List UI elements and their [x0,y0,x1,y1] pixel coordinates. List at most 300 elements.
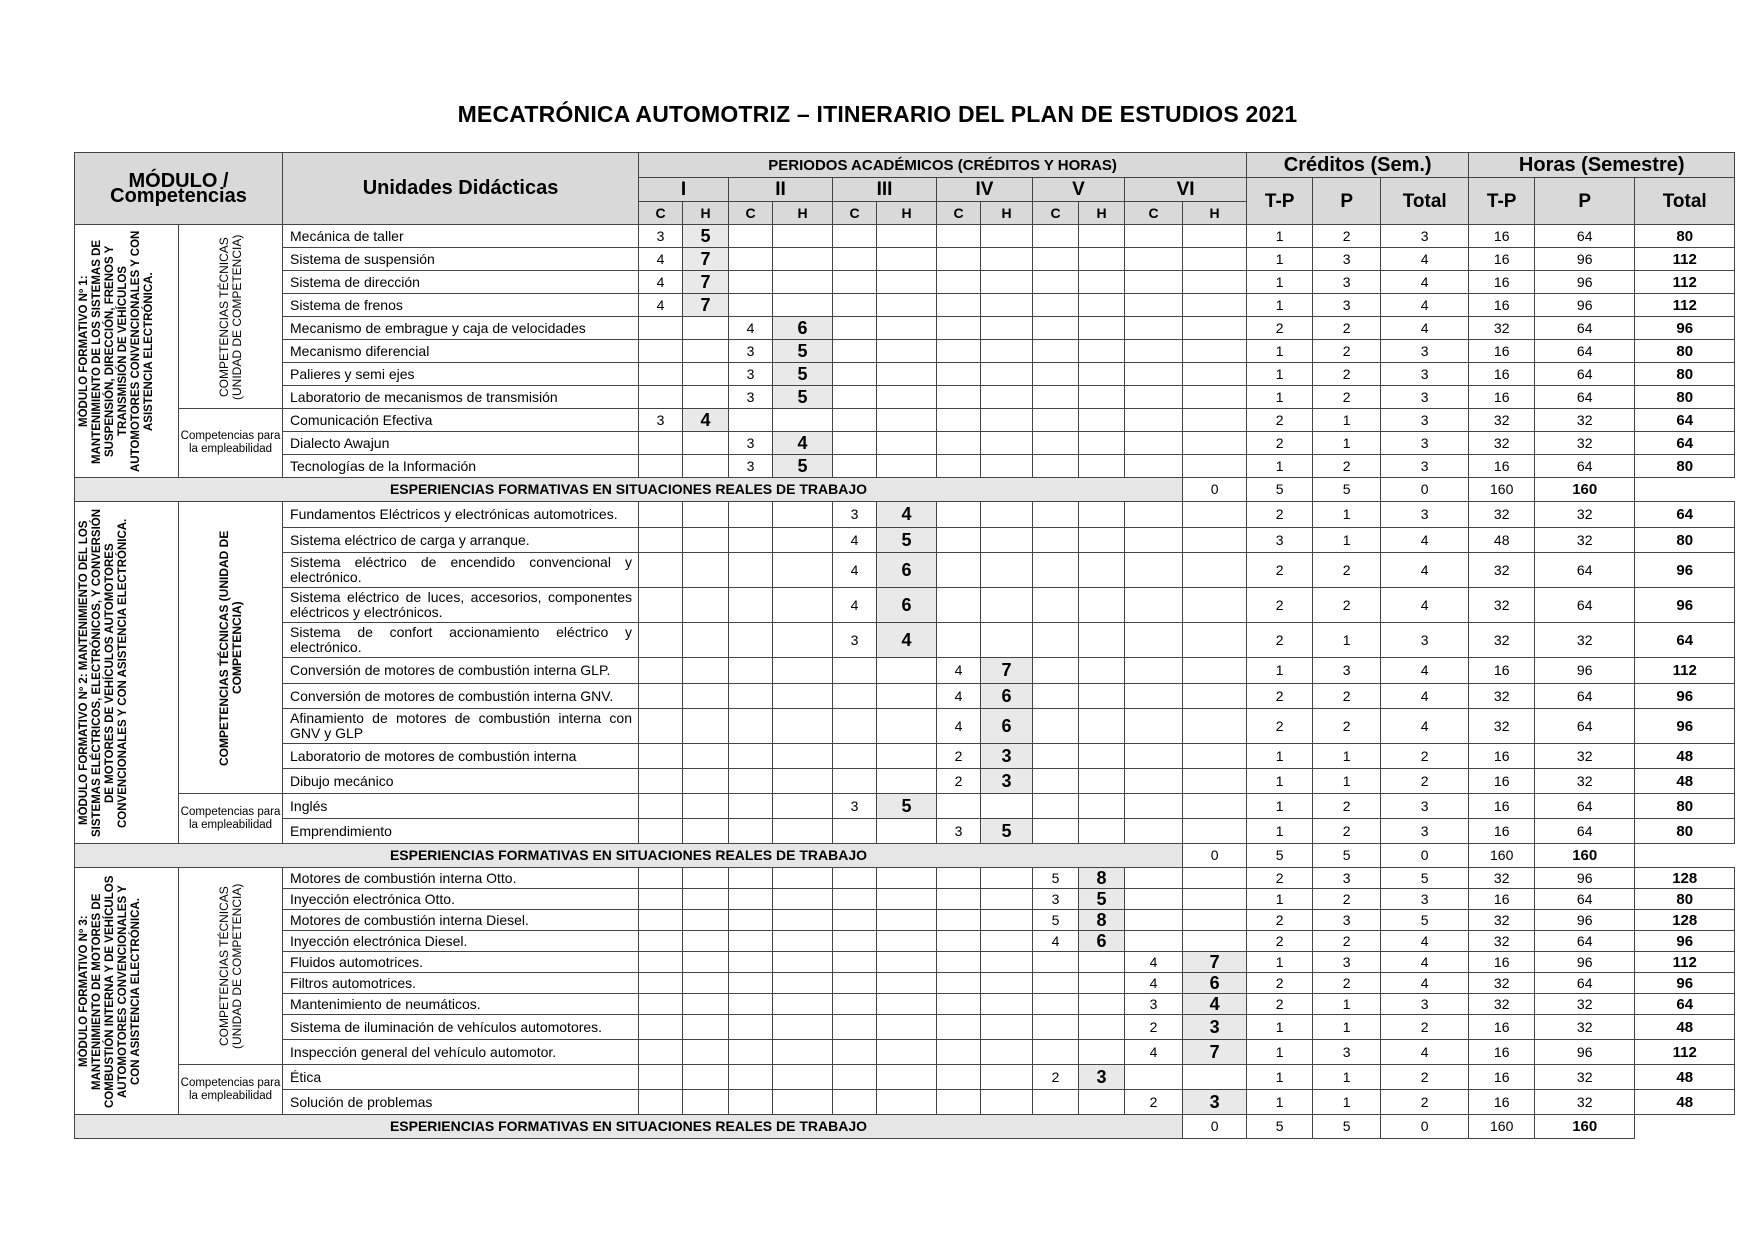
empty-cell [1079,363,1125,386]
credits-p: 1 [1313,769,1381,794]
empty-cell [729,658,773,684]
credits-value: 4 [833,528,877,553]
empty-cell [877,889,937,910]
empty-cell [639,973,683,994]
hours-total: 112 [1635,658,1735,684]
credits-tp: 3 [1247,528,1313,553]
empty-cell [1183,317,1247,340]
empty-cell [1125,658,1183,684]
hours-tp: 32 [1469,931,1535,952]
hours-value: 6 [1079,931,1125,952]
credits-total: 3 [1381,409,1469,432]
empty-cell [639,769,683,794]
hours-value: 4 [877,623,937,658]
empty-cell [729,973,773,994]
empty-cell [729,889,773,910]
hours-value: 3 [1183,1090,1247,1115]
empty-cell [1033,294,1079,317]
credits-value: 4 [937,684,981,709]
credits-total: 3 [1381,794,1469,819]
empty-cell [833,658,877,684]
empty-cell [1125,294,1183,317]
empty-cell [729,225,773,248]
empty-cell [981,271,1033,294]
hours-value: 4 [773,432,833,455]
empty-cell [877,386,937,409]
empty-cell [833,994,877,1015]
empty-cell [937,432,981,455]
hours-tp: 16 [1469,386,1535,409]
table-row [75,1040,1735,1065]
empty-cell [683,794,729,819]
empty-cell [639,868,683,889]
credits-total: 4 [1381,528,1469,553]
empty-cell [937,588,981,623]
empty-cell [773,294,833,317]
credits-total: 2 [1381,1065,1469,1090]
credits-total: 3 [1381,432,1469,455]
credits-value: 4 [729,317,773,340]
period-header: V [1033,178,1125,202]
empty-cell [937,455,981,478]
hours-tp: 16 [1469,658,1535,684]
competency-group-label: COMPETENCIAS TÉCNICAS (UNIDAD DE COMPETENCIA) [216,233,244,400]
unit-name: Fluidos automotrices. [283,952,639,973]
empty-cell [1033,588,1079,623]
empty-cell [683,973,729,994]
hours-value: 7 [981,658,1033,684]
period-h-header: H [877,202,937,225]
empty-cell [639,931,683,952]
empty-cell [937,340,981,363]
credits-value: 4 [833,553,877,588]
empty-cell [877,1065,937,1090]
empty-cell [683,386,729,409]
empty-cell [773,889,833,910]
empty-cell [833,973,877,994]
empty-cell [773,684,833,709]
hours-total: 96 [1635,553,1735,588]
credits-tp: 1 [1247,744,1313,769]
empty-cell [773,769,833,794]
empty-cell [1033,271,1079,294]
empty-cell [1125,868,1183,889]
credits-tp: 1 [1247,294,1313,317]
empty-cell [1033,340,1079,363]
period-h-header: H [981,202,1033,225]
horas-header: Horas (Semestre) [1469,153,1735,178]
credits-value: 4 [1125,1040,1183,1065]
credits-p: 1 [1313,528,1381,553]
hours-tp: 16 [1469,819,1535,844]
hours-value: 6 [981,709,1033,744]
empty-cell [683,502,729,528]
credits-total: 3 [1381,386,1469,409]
credits-tp: 0 [1183,1115,1247,1139]
table-row [75,528,1735,553]
empty-cell [773,1015,833,1040]
empty-cell [773,931,833,952]
hours-value: 7 [683,248,729,271]
hours-value: 3 [981,769,1033,794]
empty-cell [1125,432,1183,455]
credits-total: 3 [1381,363,1469,386]
empty-cell [1125,588,1183,623]
unit-name: Sistema de dirección [283,271,639,294]
empty-cell [639,1065,683,1090]
hours-p: 64 [1535,317,1635,340]
empty-cell [1033,248,1079,271]
hours-value: 5 [683,225,729,248]
empty-cell [683,623,729,658]
empty-cell [877,432,937,455]
table-row [75,1065,1735,1090]
empty-cell [981,1015,1033,1040]
empty-cell [1183,502,1247,528]
empty-cell [833,910,877,931]
credits-tp: 2 [1247,588,1313,623]
empty-cell [773,1040,833,1065]
hours-total: 80 [1635,225,1735,248]
unit-name: Inglés [283,794,639,819]
credits-p: 1 [1313,1015,1381,1040]
hours-p: 160 [1469,478,1535,502]
unit-name: Tecnologías de la Información [283,455,639,478]
empty-cell [1033,744,1079,769]
unit-name: Conversión de motores de combustión interna GNV. [283,684,639,709]
credits-tp: 1 [1247,225,1313,248]
hours-total: 80 [1635,340,1735,363]
credits-p: 1 [1313,1065,1381,1090]
credits-tp: 2 [1247,553,1313,588]
hours-total: 112 [1635,952,1735,973]
empty-cell [877,271,937,294]
empty-cell [877,409,937,432]
credits-tp: 1 [1247,248,1313,271]
empty-cell [1183,684,1247,709]
hours-p: 32 [1535,1015,1635,1040]
empty-cell [1079,271,1125,294]
hours-tp: 32 [1469,910,1535,931]
empty-cell [639,1040,683,1065]
table-row [75,889,1735,910]
credits-total: 4 [1381,553,1469,588]
empty-cell [773,973,833,994]
empty-cell [1079,553,1125,588]
creditos-header: Créditos (Sem.) [1247,153,1469,178]
hours-total: 96 [1635,973,1735,994]
empty-cell [1125,931,1183,952]
empty-cell [833,868,877,889]
credits-value: 3 [639,409,683,432]
credits-total: 4 [1381,931,1469,952]
empty-cell [683,363,729,386]
credits-p: 1 [1313,409,1381,432]
empty-cell [729,1065,773,1090]
credits-value: 3 [1033,889,1079,910]
credits-value: 3 [729,340,773,363]
empty-cell [1125,1065,1183,1090]
empty-cell [1125,455,1183,478]
empty-cell [683,455,729,478]
empty-cell [729,248,773,271]
credits-total: 5 [1313,1115,1381,1139]
empty-cell [773,225,833,248]
empty-cell [937,1065,981,1090]
empty-cell [1125,340,1183,363]
empty-cell [981,363,1033,386]
hours-tp: 16 [1469,1065,1535,1090]
hours-total: 80 [1635,528,1735,553]
empty-cell [1183,868,1247,889]
credits-total: 4 [1381,973,1469,994]
empty-cell [773,794,833,819]
empty-cell [773,868,833,889]
empty-cell [729,409,773,432]
empty-cell [1125,363,1183,386]
table-row [75,994,1735,1015]
empty-cell [877,868,937,889]
empty-cell [1183,623,1247,658]
empty-cell [1079,744,1125,769]
empty-cell [833,709,877,744]
hours-value: 6 [1183,973,1247,994]
hours-total: 64 [1635,409,1735,432]
empty-cell [1033,819,1079,844]
hours-tp: 16 [1469,952,1535,973]
hours-total: 96 [1635,709,1735,744]
table-row [75,623,1735,658]
empty-cell [981,248,1033,271]
credits-tp: 1 [1247,769,1313,794]
empty-cell [937,553,981,588]
study-plan-table [74,152,1735,1139]
hours-total: 160 [1535,478,1635,502]
credits-tp: 1 [1247,1040,1313,1065]
unit-name: Sistema de suspensión [283,248,639,271]
empty-cell [683,1065,729,1090]
module-name: MÓDULO FORMATIVO Nº 1: MANTENIMIENTO DE LOS SISTEMAS DE SUSPENSIÓN, DIRECCIÓN, FRENOS Y TRANSMISIÓN DE VEHÍCULOS AUTOMOTORES CONVENCIONALES Y CON ASISTENCIA ELECTRÓNICA. [77,230,155,472]
experiencias-row [75,478,1735,502]
credits-total: 4 [1381,271,1469,294]
hours-tp: 32 [1469,684,1535,709]
horas-p-header: P [1535,178,1635,225]
credits-p: 3 [1313,271,1381,294]
hours-tp: 16 [1469,340,1535,363]
empty-cell [937,973,981,994]
empty-cell [639,994,683,1015]
empty-cell [1079,455,1125,478]
period-h-header: H [1079,202,1125,225]
empty-cell [1183,1065,1247,1090]
hours-total: 80 [1635,819,1735,844]
credits-value: 3 [639,225,683,248]
empty-cell [981,502,1033,528]
empty-cell [639,363,683,386]
credits-p: 3 [1313,910,1381,931]
hours-value: 6 [877,588,937,623]
empty-cell [937,623,981,658]
empty-cell [683,588,729,623]
competency-group-cell [179,225,283,409]
empty-cell [1183,271,1247,294]
experiencias-label: ESPERIENCIAS FORMATIVAS EN SITUACIONES REALES DE TRABAJO [75,1115,1183,1139]
empty-cell [683,819,729,844]
empty-cell [1183,248,1247,271]
period-header: I [639,178,729,202]
credits-total: 4 [1381,658,1469,684]
empty-cell [1079,386,1125,409]
empty-cell [937,363,981,386]
credits-p: 2 [1313,819,1381,844]
credits-tp: 2 [1247,432,1313,455]
empty-cell [1183,889,1247,910]
period-c-header: C [1033,202,1079,225]
hours-p: 64 [1535,588,1635,623]
credits-p: 2 [1313,709,1381,744]
empty-cell [833,432,877,455]
empty-cell [639,910,683,931]
empty-cell [1183,528,1247,553]
hours-value: 8 [1079,910,1125,931]
empty-cell [683,952,729,973]
credits-tp: 2 [1247,868,1313,889]
empty-cell [1079,248,1125,271]
empty-cell [729,910,773,931]
credits-p: 3 [1313,1040,1381,1065]
table-row [75,386,1735,409]
hours-total: 64 [1635,994,1735,1015]
credits-value: 2 [1125,1090,1183,1115]
hours-value: 7 [683,294,729,317]
table-row [75,340,1735,363]
empty-cell [1079,340,1125,363]
empty-cell [833,340,877,363]
hours-p: 32 [1535,1090,1635,1115]
empty-cell [773,528,833,553]
empty-cell [639,658,683,684]
credits-total: 3 [1381,819,1469,844]
empty-cell [833,248,877,271]
empty-cell [937,248,981,271]
credits-value: 5 [1033,868,1079,889]
credits-value: 3 [937,819,981,844]
empty-cell [773,994,833,1015]
empty-cell [877,684,937,709]
page-title: MECATRÓNICA AUTOMOTRIZ – ITINERARIO DEL PLAN DE ESTUDIOS 2021 [457,101,1298,127]
empty-cell [1079,502,1125,528]
empty-cell [1033,225,1079,248]
empty-cell [683,994,729,1015]
empty-cell [773,588,833,623]
hours-p: 64 [1535,819,1635,844]
hours-tp: 16 [1469,271,1535,294]
hours-value: 8 [1079,868,1125,889]
empty-cell [729,952,773,973]
credits-total: 4 [1381,684,1469,709]
empty-cell [773,819,833,844]
table-row [75,744,1735,769]
empty-cell [729,769,773,794]
credits-p: 2 [1313,588,1381,623]
empty-cell [833,386,877,409]
hours-total: 160 [1535,844,1635,868]
unit-name: Dibujo mecánico [283,769,639,794]
credits-p: 1 [1313,1090,1381,1115]
empty-cell [1033,952,1079,973]
credits-value: 4 [1033,931,1079,952]
credits-value: 4 [639,271,683,294]
table-row [75,455,1735,478]
hours-p: 32 [1535,994,1635,1015]
empty-cell [1033,363,1079,386]
empty-cell [1033,432,1079,455]
empty-cell [1033,553,1079,588]
hours-tp: 32 [1469,623,1535,658]
empty-cell [1079,819,1125,844]
period-header: II [729,178,833,202]
empty-cell [937,794,981,819]
hours-value: 5 [773,386,833,409]
credits-value: 4 [937,658,981,684]
module-name-cell [75,225,179,478]
hours-value: 3 [1183,1015,1247,1040]
empty-cell [1079,952,1125,973]
empty-cell [937,386,981,409]
empty-cell [639,623,683,658]
table-row [75,931,1735,952]
hours-total: 48 [1635,769,1735,794]
hours-value: 4 [1183,994,1247,1015]
empty-cell [1033,684,1079,709]
unit-name: Emprendimiento [283,819,639,844]
empty-cell [1079,294,1125,317]
empty-cell [773,623,833,658]
table-row [75,225,1735,248]
empty-cell [1183,340,1247,363]
empty-cell [639,709,683,744]
empty-cell [683,868,729,889]
empty-cell [833,1090,877,1115]
empty-cell [729,588,773,623]
credits-p: 3 [1313,658,1381,684]
empty-cell [877,952,937,973]
hours-total: 80 [1635,363,1735,386]
hours-value: 5 [877,528,937,553]
credits-total: 2 [1381,1090,1469,1115]
empty-cell [683,432,729,455]
period-h-header: H [1183,202,1247,225]
empty-cell [877,1040,937,1065]
unit-name: Mecanismo de embrague y caja de velocidades [283,317,639,340]
hours-p: 64 [1535,684,1635,709]
empty-cell [833,1015,877,1040]
empty-cell [877,1090,937,1115]
hours-tp: 32 [1469,317,1535,340]
unit-name: Afinamiento de motores de combustión interna con GNV y GLP [283,709,639,744]
credits-total: 5 [1313,844,1381,868]
creditos-p-header: P [1313,178,1381,225]
period-c-header: C [937,202,981,225]
hours-value: 6 [877,553,937,588]
hours-value: 6 [773,317,833,340]
empty-cell [773,271,833,294]
credits-p: 1 [1313,994,1381,1015]
empty-cell [981,588,1033,623]
hours-total: 80 [1635,889,1735,910]
hours-p: 64 [1535,889,1635,910]
credits-tp: 0 [1183,844,1247,868]
